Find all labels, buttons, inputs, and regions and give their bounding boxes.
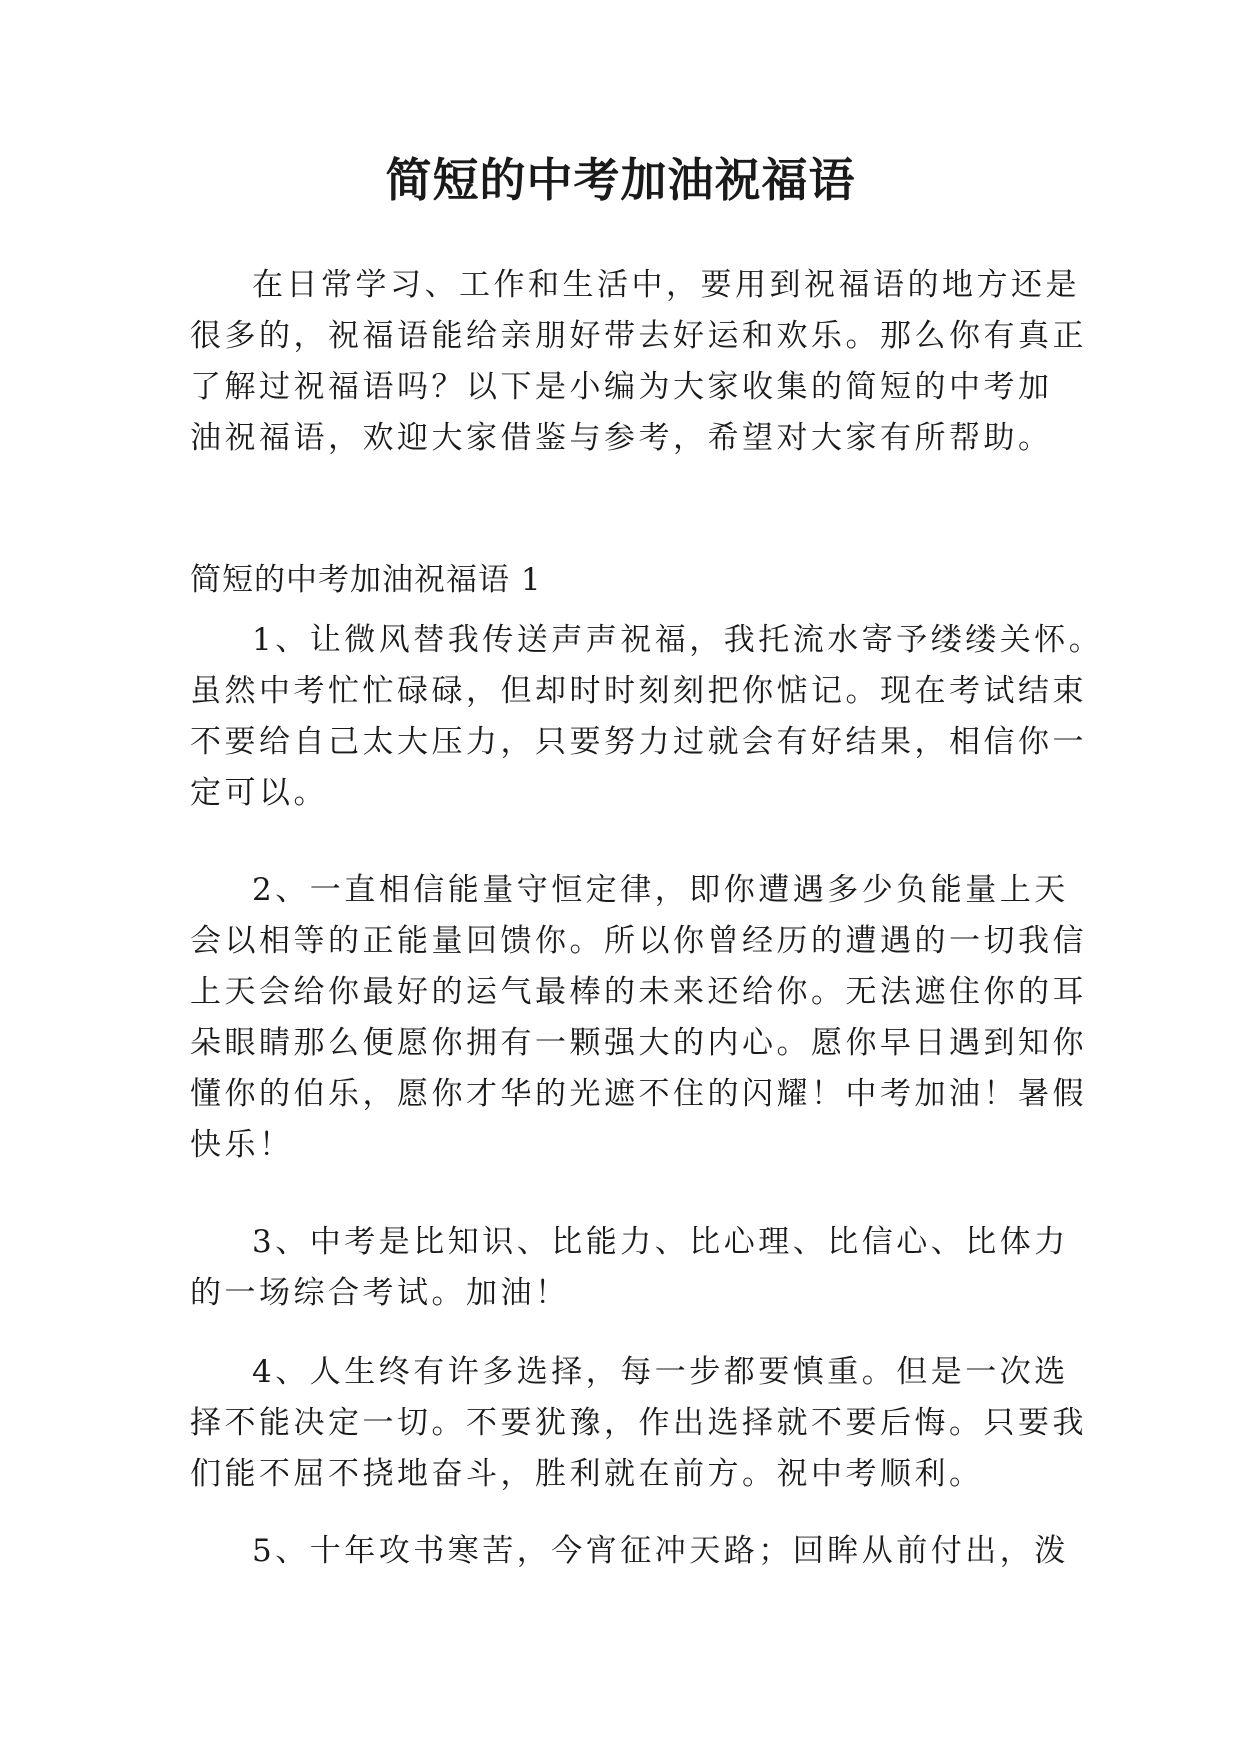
item-2-line: 会以相等的正能量回馈你。所以你曾经历的遭遇的一切我信: [190, 923, 1087, 959]
item-3-line: 3、中考是比知识、比能力、比心理、比信心、比体力: [252, 1224, 1069, 1260]
item-3-line: 的一场综合考试。加油！: [190, 1275, 570, 1311]
item-1-line: 虽然中考忙忙碌碌，但却时时刻刻把你惦记。现在考试结束: [190, 673, 1087, 709]
item-1-line: 1、让微风替我传送声声祝福，我托流水寄予缕缕关怀。: [252, 622, 1104, 658]
intro-line: 很多的，祝福语能给亲朋好带去好运和欢乐。那么你有真正: [190, 318, 1087, 354]
intro-line: 在日常学习、工作和生活中，要用到祝福语的地方还是: [252, 267, 1080, 303]
item-5-line: 5、十年攻书寒苦，今宵征冲天路；回眸从前付出，泼: [252, 1533, 1069, 1569]
intro-line: 了解过祝福语吗？以下是小编为大家收集的简短的中考加: [190, 369, 1053, 405]
item-1-line: 不要给自己太大压力，只要努力过就会有好结果，相信你一: [190, 724, 1087, 760]
item-1-line: 定可以。: [190, 775, 328, 811]
item-4-line: 择不能决定一切。不要犹豫，作出选择就不要后悔。只要我: [190, 1405, 1087, 1441]
item-2-line: 懂你的伯乐，愿你才华的光遮不住的闪耀！中考加油！暑假: [190, 1076, 1087, 1112]
item-2-line: 2、一直相信能量守恒定律，即你遭遇多少负能量上天: [252, 872, 1069, 908]
document-title: 简短的中考加油祝福语: [385, 153, 856, 207]
item-4-line: 4、人生终有许多选择，每一步都要慎重。但是一次选: [252, 1354, 1069, 1390]
intro-line: 油祝福语，欢迎大家借鉴与参考，希望对大家有所帮助。: [190, 420, 1053, 456]
item-2-line: 朵眼睛那么便愿你拥有一颗强大的内心。愿你早日遇到知你: [190, 1025, 1087, 1061]
item-2-line: 快乐！: [190, 1127, 294, 1163]
section-heading: 简短的中考加油祝福语 1: [190, 562, 542, 598]
item-4-line: 们能不屈不挠地奋斗，胜利就在前方。祝中考顺利。: [190, 1456, 984, 1492]
item-2-line: 上天会给你最好的运气最棒的未来还给你。无法遮住你的耳: [190, 974, 1087, 1010]
